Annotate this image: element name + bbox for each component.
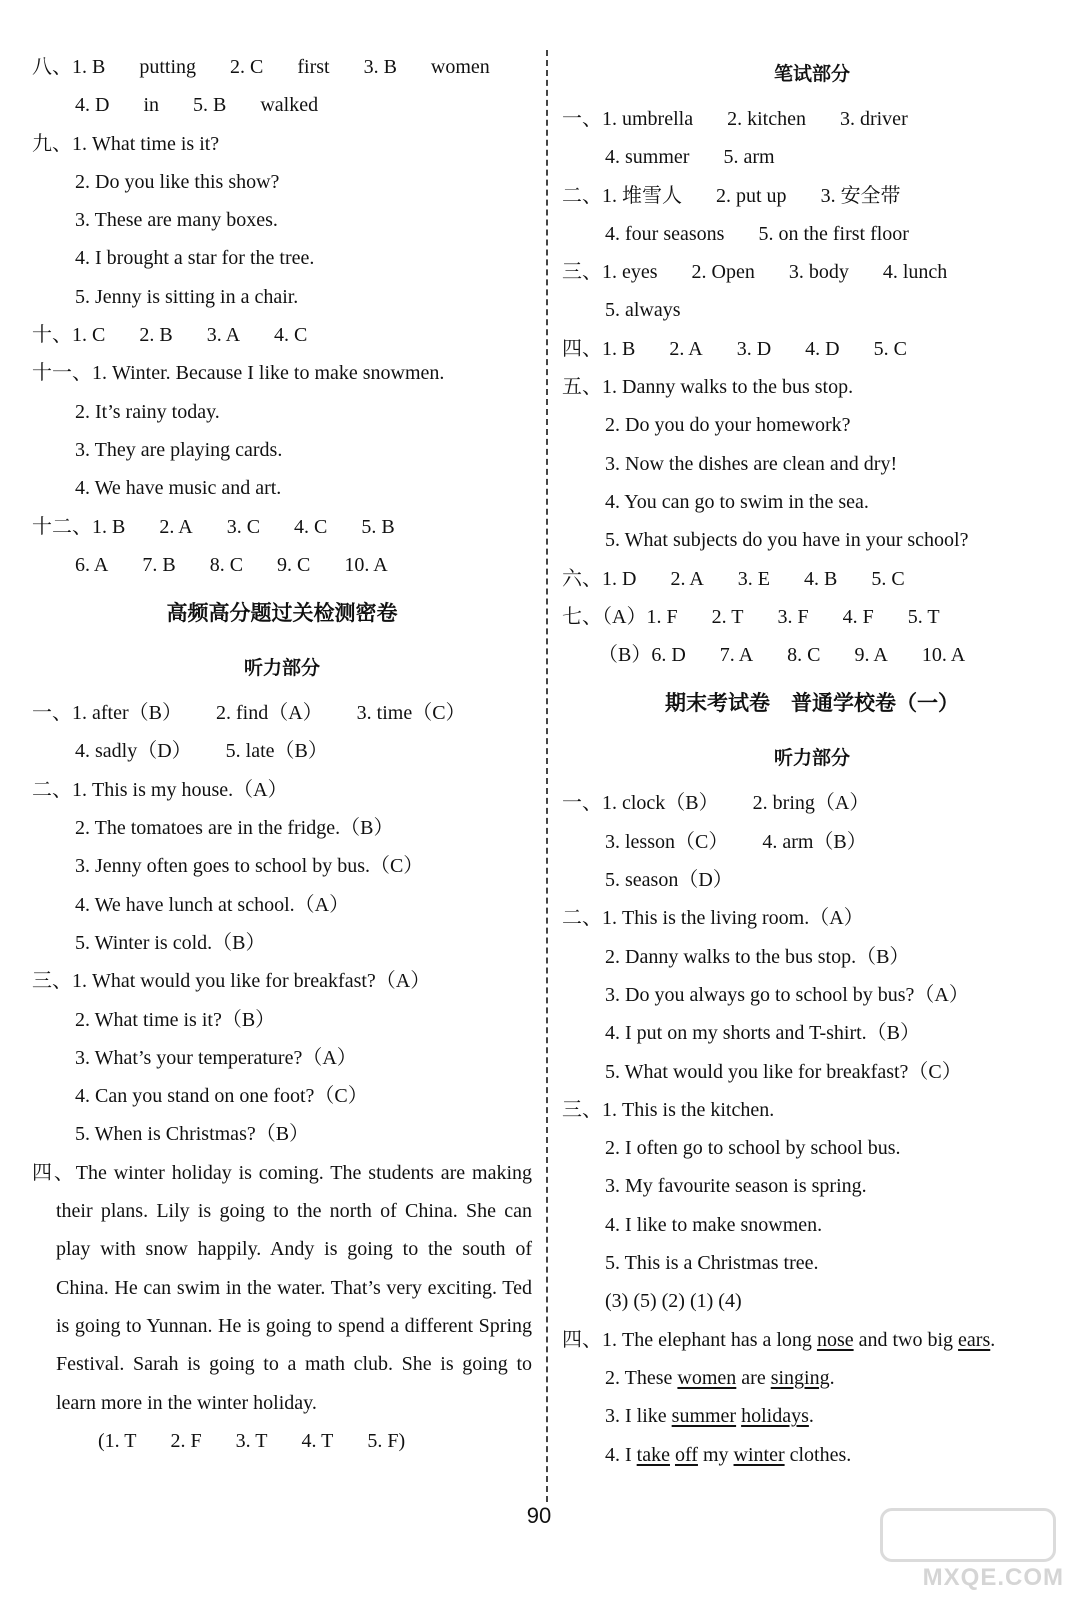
answer-row-l2-2: 2. The tomatoes are in the fridge.（B） <box>75 817 394 840</box>
answer-row-w7-1: 七、（A）1. F 2. T 3. F 4. F 5. T <box>562 605 940 628</box>
answer-row-w3-2: 5. always <box>605 299 681 322</box>
answer-row-w5-4: 4. You can go to swim in the sea. <box>605 490 869 513</box>
watermark-badge-icon <box>880 1508 1056 1562</box>
answer-row-l2-4: 4. We have lunch at school.（A） <box>75 893 350 916</box>
answer-row-q11-2: 2. It’s rainy today. <box>75 400 220 423</box>
answer-row-q9-3: 3. These are many boxes. <box>75 209 278 232</box>
listening-title-2: 听力部分 <box>773 747 850 770</box>
answer-row-l2-3: 3. Jenny often goes to school by bus.（C） <box>75 855 424 878</box>
answer-row-q9-1: 九、1. What time is it? <box>32 132 220 155</box>
answer-row-e1-2: 3. lesson（C） 4. arm（B） <box>605 830 867 853</box>
answer-row-e3-4: 4. I like to make snowmen. <box>605 1213 823 1236</box>
answer-row-w5-1: 五、1. Danny walks to the bus stop. <box>562 376 854 399</box>
answer-row-l2-5: 5. Winter is cold.（B） <box>75 931 266 954</box>
answer-row-l1-1: 一、1. after（B） 2. find（A） 3. time（C） <box>32 702 466 725</box>
answer-row-l3-1: 三、1. What would you like for breakfast?（A） <box>32 970 431 993</box>
answer-row-l3-2: 2. What time is it?（B） <box>75 1008 276 1031</box>
section-title: 高频高分题过关检测密卷 <box>166 601 398 626</box>
answer-row-e3-1: 三、1. This is the kitchen. <box>562 1098 775 1121</box>
answer-row-e4-3: 3. I like summer holidays. <box>605 1405 814 1428</box>
answer-row-w2-1: 二、1. 堆雪人 2. put up 3. 安全带 <box>562 184 901 207</box>
answer-row-w5-3: 3. Now the dishes are clean and dry! <box>605 452 898 475</box>
answer-row-l3-3: 3. What’s your temperature?（A） <box>75 1046 357 1069</box>
answer-row-w6: 六、1. D 2. A 3. E 4. B 5. C <box>562 567 905 590</box>
answer-row-l3-5: 5. When is Christmas?（B） <box>75 1123 310 1146</box>
right-column <box>562 48 1062 1474</box>
answer-row-q9-2: 2. Do you like this show? <box>75 170 280 193</box>
answer-row-w2-2: 4. four seasons 5. on the first floor <box>605 222 909 245</box>
answer-row-e4-1: 四、1. The elephant has a long nose and two big ears. <box>562 1328 996 1351</box>
answer-row-q8-1: 八、1. B putting 2. C first 3. B women <box>32 56 490 78</box>
answer-row-q12-2: 6. A 7. B 8. C 9. C 10. A <box>75 553 388 576</box>
answer-row-e4-4: 4. I take off my winter clothes. <box>605 1443 852 1466</box>
answer-row-w3-1: 三、1. eyes 2. Open 3. body 4. lunch <box>562 261 948 284</box>
answer-row-e2-2: 2. Danny walks to the bus stop.（B） <box>605 945 910 968</box>
answer-row-q11-3: 3. They are playing cards. <box>75 438 283 461</box>
answer-row-q12-1: 十二、1. B 2. A 3. C 4. C 5. B <box>32 515 395 538</box>
answer-row-e2-4: 4. I put on my shorts and T-shirt.（B） <box>605 1022 921 1045</box>
watermark-text: MXQE.COM <box>922 1564 1064 1591</box>
answer-row-q11-1: 十一、1. Winter. Because I like to make snowmen. <box>32 362 445 385</box>
answer-row-e1-3: 5. season（D） <box>605 869 733 892</box>
answer-row-e3-3: 3. My favourite season is spring. <box>605 1175 867 1198</box>
answer-row-q9-4: 4. I brought a star for the tree. <box>75 247 315 270</box>
listening-title: 听力部分 <box>243 657 320 680</box>
written-title: 笔试部分 <box>773 63 850 85</box>
answer-row-w1-2: 4. summer 5. arm <box>605 146 775 169</box>
answer-row-l2-1: 二、1. This is my house.（A） <box>32 778 288 801</box>
answer-row-l1-2: 4. sadly（D） 5. late（B） <box>75 740 328 763</box>
answer-row-w7-2: （B）6. D 7. A 8. C 9. A 10. A <box>598 644 966 667</box>
answer-row-l4: (1. T 2. F 3. T 4. T 5. F) <box>98 1429 406 1452</box>
answer-row-q9-5: 5. Jenny is sitting in a chair. <box>75 285 299 308</box>
answer-row-w5-5: 5. What subjects do you have in your school? <box>605 529 969 552</box>
answer-row-w1-1: 一、1. umbrella 2. kitchen 3. driver <box>562 108 908 130</box>
answer-row-e1-1: 一、1. clock（B） 2. bring（A） <box>562 792 870 815</box>
answer-row-e3-order: (3) (5) (2) (1) (4) <box>605 1290 742 1313</box>
answer-row-q11-4: 4. We have music and art. <box>75 477 282 500</box>
answer-row-w4: 四、1. B 2. A 3. D 4. D 5. C <box>562 337 907 360</box>
answer-row-q10: 十、1. C 2. B 3. A 4. C <box>32 324 308 347</box>
answer-row-e3-2: 2. I often go to school by school bus. <box>605 1137 901 1160</box>
column-divider <box>546 50 548 1502</box>
question-number: 八、 <box>32 56 72 78</box>
answer-row-e2-5: 5. What would you like for breakfast?（C） <box>605 1060 962 1083</box>
answer-row-w5-2: 2. Do you do your homework? <box>605 414 851 437</box>
answer-row-e2-1: 二、1. This is the living room.（A） <box>562 907 864 930</box>
left-column <box>32 48 532 1460</box>
answer-row-e4-2: 2. These women are singing. <box>605 1366 835 1389</box>
answer-row-q8-2: 4. D in 5. B walked <box>75 94 319 117</box>
exam-title: 期末考试卷 普通学校卷（一） <box>665 691 959 716</box>
answer-row-e2-3: 3. Do you always go to school by bus?（A） <box>605 983 969 1006</box>
listening-passage: 四、The winter holiday is coming. The students are making their plans. Lily is going to the north of China. She can play with snow happily. Andy is going to the south of China. He can swim in the water. That’s very exciting. Ted is going to Yunnan. He is going to spend a different Spring Festival. Sarah is going to a math club. She is going to learn more in the winter holiday. <box>32 1161 533 1414</box>
watermark-logo <box>874 1508 1064 1592</box>
page-number: 90 <box>526 1503 552 1528</box>
answer-row-e3-5: 5. This is a Christmas tree. <box>605 1252 819 1275</box>
answer-row-l3-4: 4. Can you stand on one foot?（C） <box>75 1085 368 1108</box>
